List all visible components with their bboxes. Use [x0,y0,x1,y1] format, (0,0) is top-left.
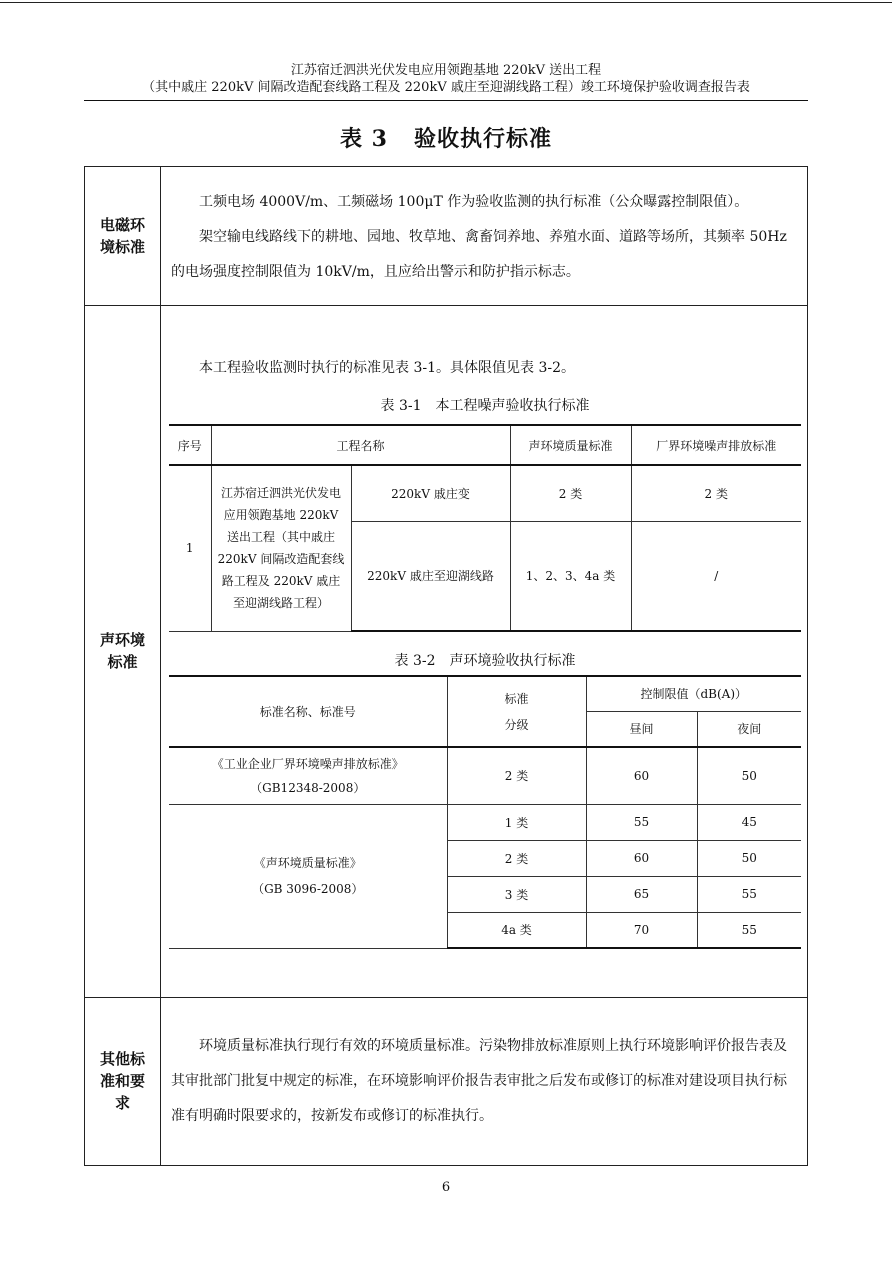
t2-header-level: 标准 分级 [447,676,586,747]
document-header [84,62,808,96]
header-line-2: （其中戚庄 220kV 间隔改造配套线路工程及 220kV 戚庄至迎湖线路工程）竣工环境保护验收调查报告表 [142,80,750,95]
em-paragraph-1: 工频电场 4000V/m、工频磁场 100μT 作为验收监测的执行标准（公众曝露控制限值）。 [199,194,749,210]
em-standard-content [161,167,807,305]
t2-std2-row1-day: 55 [586,804,697,840]
em-standard-row [85,167,807,306]
t2-std2-row3-night: 55 [697,876,801,912]
title-text: 验收执行标准 [413,126,552,152]
top-border-line [0,2,892,3]
table-3-2 [169,675,801,949]
table-row [169,804,801,840]
t2-std2-row3-day: 65 [586,876,697,912]
noise-standard-row [85,305,807,998]
t1-row2-quality: 1、2、3、4a 类 [510,521,631,631]
standards-table [84,166,808,1166]
t2-header-night: 夜间 [697,711,801,747]
t1-row2-emission: / [631,521,801,631]
t2-std2-row3-level: 3 类 [447,876,586,912]
t2-std2-row2-night: 50 [697,840,801,876]
table-3-1-header-row [169,425,801,465]
page-number: 6 [441,1180,451,1195]
table-3-1 [169,424,801,632]
t2-std1-night: 50 [697,747,801,804]
table-3-2-header-row-1 [169,676,801,711]
t1-row2-name: 220kV 戚庄至迎湖线路 [351,521,510,631]
t1-row1-quality: 2 类 [510,465,631,521]
t2-std2-row4-level: 4a 类 [447,912,586,948]
t2-std2-row2-day: 60 [586,840,697,876]
t1-header-seq: 序号 [169,425,211,465]
other-standard-content [161,997,807,1165]
noise-standard-label: 声环境标准 [85,305,161,997]
t1-row1-name: 220kV 戚庄变 [351,465,510,521]
other-standard-row [85,997,807,1165]
em-standard-text [171,185,799,290]
t1-row1-emission: 2 类 [631,465,801,521]
other-standard-text: 环境质量标准执行现行有效的环境质量标准。污染物排放标准原则上执行环境影响评价报告表及其审批部门批复中规定的标准，在环境影响评价报告表审批之后发布或修订的标准对建设项目执行标准有明确时限要求的，按新发布或修订的标准执行。 [171,1038,787,1124]
noise-intro-text: 本工程验收监测时执行的标准见表 3-1。具体限值见表 3-2。 [199,360,575,376]
table-row [169,465,801,521]
title-number: 表 3 [340,126,388,152]
page-title [84,122,808,153]
noise-standard-content [161,305,807,997]
t2-std1-day: 60 [586,747,697,804]
em-standard-label: 电磁环境标准 [85,167,161,305]
t2-std1-level: 2 类 [447,747,586,804]
table-3-1-caption: 表 3-1 本工程噪声验收执行标准 [380,398,590,414]
t2-std2-row2-level: 2 类 [447,840,586,876]
t2-std2-row4-night: 55 [697,912,801,948]
t1-header-emission: 厂界环境噪声排放标准 [631,425,801,465]
t2-header-limit: 控制限值（dB(A)） [586,676,801,711]
t1-seq-cell: 1 [169,465,211,631]
other-standard-label: 其他标准和要求 [85,997,161,1165]
t2-std2-row1-level: 1 类 [447,804,586,840]
t2-std2-name: 《声环境质量标准》 （GB 3096-2008） [169,804,447,948]
em-paragraph-2: 架空输电线路线下的耕地、园地、牧草地、禽畜饲养地、养殖水面、道路等场所，其频率 50Hz 的电场强度控制限值为 10kV/m，且应给出警示和防护指示标志。 [171,229,787,280]
t1-header-project: 工程名称 [211,425,510,465]
header-line-1: 江苏宿迁泗洪光伏发电应用领跑基地 220kV 送出工程 [290,63,602,78]
t2-header-day: 昼间 [586,711,697,747]
t2-std2-row4-day: 70 [586,912,697,948]
t1-project-cell: 江苏宿迁泗洪光伏发电应用领跑基地 220kV 送出工程（其中戚庄 220kV 间隔改造配套线路工程及 220kV 戚庄至迎湖线路工程） [211,465,351,631]
table-3-2-caption: 表 3-2 声环境验收执行标准 [394,653,576,669]
t1-header-quality: 声环境质量标准 [510,425,631,465]
t2-header-name: 标准名称、标准号 [169,676,447,747]
table-row [169,747,801,804]
t2-std1-name: 《工业企业厂界环境噪声排放标准》 （GB12348-2008） [169,747,447,804]
header-divider [84,100,808,101]
t2-std2-row1-night: 45 [697,804,801,840]
